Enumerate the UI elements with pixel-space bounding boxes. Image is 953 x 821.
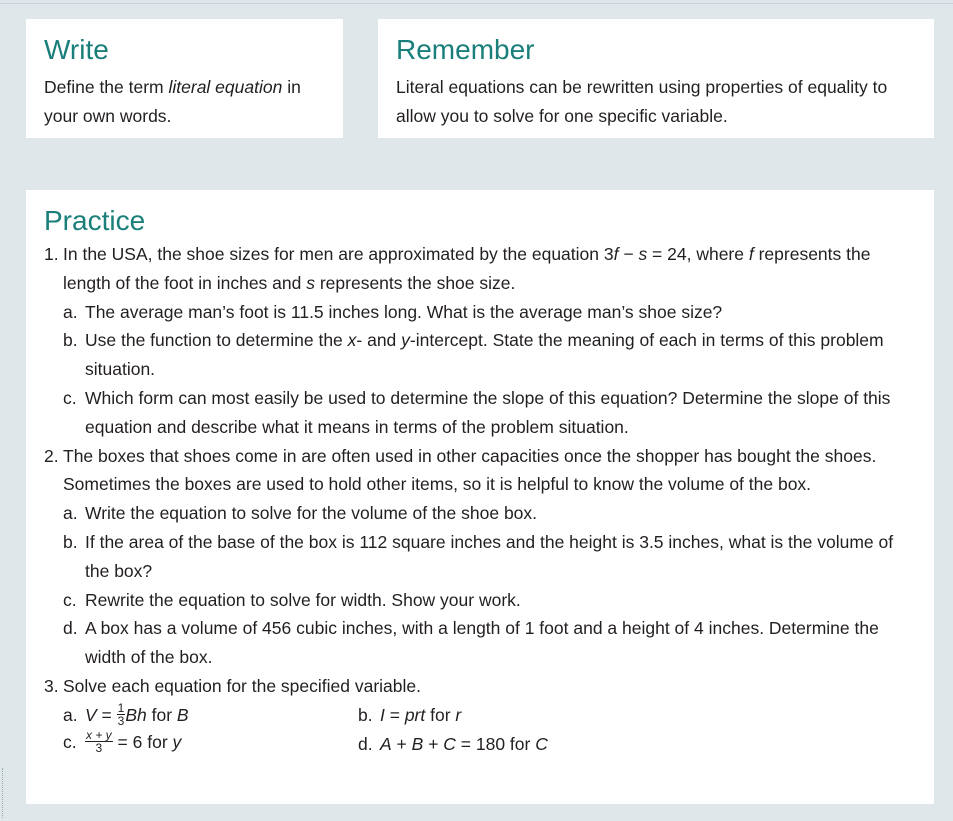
equals: = [384,704,405,725]
q3-part-c [63,728,181,757]
var-v: V [85,704,97,725]
q1-text: − [618,244,639,264]
question-number: 2. [44,445,59,466]
part-text: - and [356,330,402,351]
q3-part-a [63,701,189,730]
target-variable: y [172,731,182,752]
var-c: C [443,733,456,754]
equals: = [96,704,117,725]
fraction [117,702,126,727]
practice-list [44,240,916,761]
part-text: Which form can most easily be used to determine the slope of this equation? Determine the slope of this equation and describe what it means in terms of the problem situation. [85,387,891,437]
part-text: -intercept. State the meaning of each in terms of this problem situation. [85,330,884,380]
fraction-denominator: 3 [117,713,125,728]
part-label: d. [63,618,78,639]
for-text: for [146,704,177,725]
write-prompt [44,73,325,131]
q1-part-c [63,384,916,442]
q2-part-c [63,586,916,615]
q1-part-a [63,298,916,327]
fraction-numerator: 1 [117,700,125,715]
target-variable: C [535,733,548,754]
q3-part-b [358,701,461,730]
part-text: Write the equation to solve for the volume of the shoe box. [85,503,538,524]
part-text: Use the function to determine the [85,330,348,351]
var-i: I [380,704,385,725]
q1-text: represents the length of the foot in inches and [63,244,871,293]
part-label: a. [63,704,78,725]
fraction-numerator: x + y [86,727,112,742]
var-f: f [613,244,619,264]
top-rule [0,3,953,4]
practice-card [26,190,934,804]
q1-text: In the USA, the shoe sizes for men are approximated by the equation 3 [63,244,614,264]
q1-text: represents the shoe size. [314,272,516,293]
q2-text: The boxes that shoes come in are often used in other capacities once the shopper has bought the shoes. Sometimes the boxes are used to hold other items, so it is helpful to know the volume of the box. [63,445,877,495]
part-label: b. [63,531,78,552]
write-card [26,19,343,138]
expression: = 180 for [455,733,536,754]
question-3 [44,672,916,761]
part-label: b. [358,704,373,725]
var-a: A [380,733,392,754]
expression: Bh [125,704,147,725]
q1-part-b [63,326,916,384]
edge-mark [2,768,6,818]
var-s: s [306,272,315,293]
part-label: b. [63,330,78,351]
question-number: 1. [44,244,59,264]
part-label: c. [63,589,77,610]
plus: + [423,733,444,754]
write-title: Write [44,34,109,65]
for-text: for [425,704,456,725]
write-term: literal equation [168,77,283,97]
question-2 [44,442,916,672]
q3-part-d [358,730,548,759]
part-text: If the area of the base of the box is 112 square inches and the height is 3.5 inches, what is the volume of the box? [85,531,894,581]
part-text: The average man’s foot is 11.5 inches long. What is the average man’s shoe size? [85,301,723,322]
part-label: a. [63,503,78,524]
var-f: f [748,244,754,264]
q2-part-b [63,528,916,586]
var-y: y [401,330,410,351]
question-1 [44,240,916,442]
var-b: B [411,733,424,754]
part-label: a. [63,301,78,322]
remember-title: Remember [396,34,535,65]
q3-equations [63,701,916,761]
expression: prt [404,704,426,725]
target-variable: r [455,704,462,725]
q2-subparts [63,499,916,672]
practice-title: Practice [44,205,146,236]
q2-part-d [63,614,916,672]
part-label: c. [63,387,77,408]
q2-part-a [63,499,916,528]
write-text-2: in your own words. [44,77,301,126]
expression: = 6 for [112,731,173,752]
part-label: d. [358,733,373,754]
part-text: Rewrite the equation to solve for width. Show your work. [85,589,521,610]
part-label: c. [63,731,77,752]
fraction [85,729,113,754]
part-text: A box has a volume of 456 cubic inches, with a length of 1 foot and a height of 4 inches. Determine the width of the box. [85,618,879,668]
var-x: x [347,330,357,351]
var-s: s [638,244,648,264]
remember-text: Literal equations can be rewritten using properties of equality to allow you to solve for one specific variable. [396,77,888,126]
target-variable: B [176,704,189,725]
remember-card [378,19,934,138]
write-text-1: Define the term [44,77,169,97]
q1-subparts [63,298,916,442]
q1-text: = 24, where [647,244,749,264]
plus: + [391,733,412,754]
fraction-denominator: 3 [95,740,103,755]
q3-text: Solve each equation for the specified variable. [63,675,422,696]
question-number: 3. [44,675,59,696]
